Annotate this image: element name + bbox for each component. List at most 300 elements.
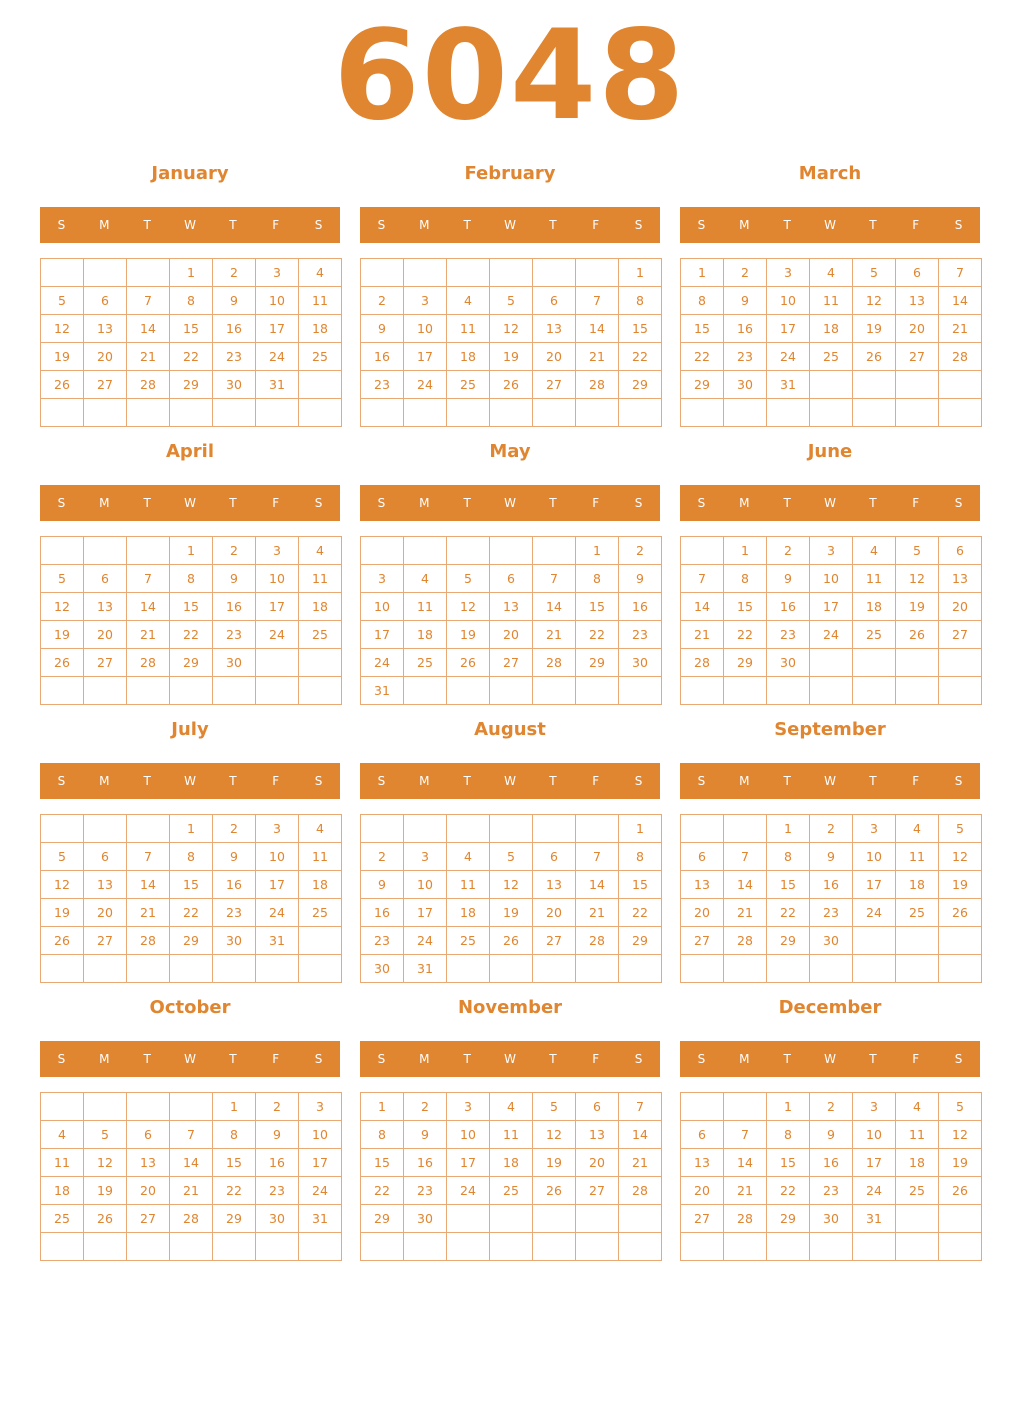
week-row (681, 287, 982, 315)
week-row (41, 315, 342, 343)
day-cell: 17 (853, 1149, 896, 1177)
week-row (361, 815, 662, 843)
week-row (41, 343, 342, 371)
day-cell: 7 (127, 287, 170, 315)
day-cell: 20 (84, 899, 127, 927)
day-cell: 12 (41, 871, 84, 899)
empty-day-cell (853, 399, 896, 427)
weekday-label: S (954, 496, 963, 510)
weekday-header (40, 1041, 340, 1077)
weekday-label: S (697, 1052, 706, 1066)
month-name: August (474, 719, 546, 740)
week-row (361, 871, 662, 899)
weekday-label: T (783, 496, 791, 510)
week-row (681, 1177, 982, 1205)
empty-day-cell (127, 399, 170, 427)
day-cell: 23 (404, 1177, 447, 1205)
day-cell: 7 (619, 1093, 662, 1121)
day-cell: 17 (810, 593, 853, 621)
week-row (681, 927, 982, 955)
weekday-label: M (419, 774, 430, 788)
empty-day-cell (404, 815, 447, 843)
empty-day-cell (299, 955, 342, 983)
day-cell: 13 (939, 565, 982, 593)
weekday-label: S (377, 218, 386, 232)
day-cell: 7 (724, 843, 767, 871)
empty-day-cell (939, 1205, 982, 1233)
weekday-label: M (99, 774, 110, 788)
empty-day-cell (896, 927, 939, 955)
year-title: 6048 (333, 4, 687, 148)
day-cell: 13 (84, 315, 127, 343)
weekday-label: T (229, 774, 237, 788)
day-cell: 14 (127, 871, 170, 899)
empty-day-cell (41, 399, 84, 427)
day-cell: 24 (299, 1177, 342, 1205)
week-row (41, 815, 342, 843)
day-cell: 21 (939, 315, 982, 343)
day-cell: 7 (533, 565, 576, 593)
day-cell: 3 (256, 259, 299, 287)
week-row (681, 955, 982, 983)
weekday-label: F (592, 496, 600, 510)
day-cell: 8 (170, 287, 213, 315)
day-cell: 3 (810, 537, 853, 565)
day-cell: 9 (767, 565, 810, 593)
empty-day-cell (361, 815, 404, 843)
day-cell: 2 (767, 537, 810, 565)
day-cell: 23 (213, 621, 256, 649)
empty-day-cell (490, 815, 533, 843)
weekday-header (680, 1041, 980, 1077)
empty-day-cell (810, 649, 853, 677)
day-cell: 16 (361, 343, 404, 371)
day-cell: 23 (361, 927, 404, 955)
day-cell: 18 (490, 1149, 533, 1177)
day-cell: 26 (853, 343, 896, 371)
weekday-label: T (783, 1052, 791, 1066)
day-cell: 7 (724, 1121, 767, 1149)
day-cell: 8 (170, 565, 213, 593)
empty-day-cell (724, 815, 767, 843)
empty-day-cell (299, 677, 342, 705)
day-cell: 2 (361, 287, 404, 315)
empty-day-cell (299, 371, 342, 399)
day-cell: 5 (853, 259, 896, 287)
day-cell: 20 (576, 1149, 619, 1177)
weekday-label: S (954, 1052, 963, 1066)
empty-day-cell (127, 955, 170, 983)
day-cell: 15 (170, 593, 213, 621)
empty-day-cell (361, 259, 404, 287)
weekday-label: T (549, 1052, 557, 1066)
day-cell: 11 (299, 565, 342, 593)
empty-day-cell (533, 677, 576, 705)
day-cell: 14 (127, 315, 170, 343)
day-cell: 16 (213, 315, 256, 343)
week-row (41, 1233, 342, 1261)
day-cell: 18 (299, 871, 342, 899)
weekday-header (680, 207, 980, 243)
empty-day-cell (896, 677, 939, 705)
empty-day-cell (853, 371, 896, 399)
week-row (41, 955, 342, 983)
month-march (680, 162, 980, 432)
day-cell: 27 (681, 1205, 724, 1233)
weekday-label: T (229, 218, 237, 232)
day-cell: 5 (84, 1121, 127, 1149)
day-cell: 18 (896, 871, 939, 899)
empty-day-cell (447, 537, 490, 565)
week-row (361, 677, 662, 705)
day-cell: 2 (404, 1093, 447, 1121)
weekday-label: F (912, 774, 920, 788)
day-cell: 31 (404, 955, 447, 983)
empty-day-cell (853, 1233, 896, 1261)
day-cell: 31 (767, 371, 810, 399)
day-cell: 30 (810, 1205, 853, 1233)
day-cell: 28 (724, 927, 767, 955)
empty-day-cell (533, 815, 576, 843)
day-cell: 21 (576, 343, 619, 371)
day-cell: 22 (361, 1177, 404, 1205)
day-cell: 4 (853, 537, 896, 565)
week-row (41, 677, 342, 705)
weekday-label: W (824, 218, 836, 232)
weekday-header (360, 485, 660, 521)
month-name: March (798, 163, 862, 184)
week-row (41, 1149, 342, 1177)
day-cell: 6 (681, 1121, 724, 1149)
day-cell: 9 (213, 843, 256, 871)
day-cell: 7 (681, 565, 724, 593)
empty-day-cell (170, 1093, 213, 1121)
empty-day-cell (853, 677, 896, 705)
day-cell: 4 (896, 815, 939, 843)
day-cell: 14 (619, 1121, 662, 1149)
day-cell: 10 (404, 315, 447, 343)
empty-day-cell (404, 259, 447, 287)
weekday-label: S (57, 774, 66, 788)
day-cell: 10 (404, 871, 447, 899)
week-row (681, 899, 982, 927)
day-cell: 21 (724, 899, 767, 927)
day-cell: 5 (896, 537, 939, 565)
day-cell: 28 (619, 1177, 662, 1205)
day-cell: 14 (170, 1149, 213, 1177)
empty-day-cell (447, 955, 490, 983)
day-cell: 31 (361, 677, 404, 705)
empty-day-cell (361, 537, 404, 565)
empty-day-cell (810, 371, 853, 399)
day-cell: 24 (256, 343, 299, 371)
week-row (681, 343, 982, 371)
empty-day-cell (170, 677, 213, 705)
week-row (41, 593, 342, 621)
weekday-label: W (824, 774, 836, 788)
day-cell: 19 (939, 1149, 982, 1177)
day-cell: 10 (256, 287, 299, 315)
week-row (361, 259, 662, 287)
day-cell: 16 (256, 1149, 299, 1177)
empty-day-cell (490, 1205, 533, 1233)
weekday-label: T (143, 496, 151, 510)
day-cell: 12 (41, 315, 84, 343)
month-june (680, 440, 980, 710)
weekday-label: S (634, 496, 643, 510)
day-cell: 29 (170, 371, 213, 399)
empty-day-cell (84, 677, 127, 705)
empty-day-cell (896, 399, 939, 427)
empty-day-cell (170, 399, 213, 427)
day-cell: 16 (724, 315, 767, 343)
day-cell: 3 (299, 1093, 342, 1121)
empty-day-cell (447, 1205, 490, 1233)
day-cell: 2 (810, 815, 853, 843)
day-cell: 2 (619, 537, 662, 565)
day-cell: 21 (170, 1177, 213, 1205)
day-cell: 12 (939, 843, 982, 871)
day-grid (360, 536, 662, 705)
day-cell: 17 (404, 899, 447, 927)
day-cell: 10 (447, 1121, 490, 1149)
day-cell: 23 (810, 1177, 853, 1205)
day-cell: 8 (681, 287, 724, 315)
month-august (360, 718, 660, 988)
weekday-label: F (912, 496, 920, 510)
day-cell: 26 (533, 1177, 576, 1205)
weekday-label: W (504, 774, 516, 788)
day-cell: 28 (127, 371, 170, 399)
week-row (361, 371, 662, 399)
empty-day-cell (939, 955, 982, 983)
week-row (41, 843, 342, 871)
week-row (41, 259, 342, 287)
day-cell: 27 (127, 1205, 170, 1233)
empty-day-cell (939, 399, 982, 427)
weekday-header (360, 207, 660, 243)
empty-day-cell (896, 1205, 939, 1233)
day-cell: 4 (299, 259, 342, 287)
day-cell: 20 (533, 343, 576, 371)
day-cell: 30 (213, 649, 256, 677)
day-cell: 29 (724, 649, 767, 677)
day-cell: 27 (84, 649, 127, 677)
day-cell: 13 (533, 871, 576, 899)
day-cell: 30 (361, 955, 404, 983)
week-row (681, 315, 982, 343)
weekday-label: S (57, 496, 66, 510)
day-cell: 10 (853, 843, 896, 871)
month-name: February (464, 163, 556, 184)
day-cell: 23 (213, 343, 256, 371)
month-october (40, 996, 340, 1266)
week-row (361, 343, 662, 371)
weekday-label: T (549, 774, 557, 788)
day-cell: 9 (810, 843, 853, 871)
week-row (361, 1233, 662, 1261)
day-cell: 29 (170, 649, 213, 677)
day-cell: 6 (533, 287, 576, 315)
day-cell: 23 (361, 371, 404, 399)
day-cell: 4 (299, 815, 342, 843)
day-cell: 11 (447, 871, 490, 899)
day-cell: 27 (896, 343, 939, 371)
month-name: July (171, 719, 209, 740)
day-cell: 23 (213, 899, 256, 927)
day-cell: 26 (896, 621, 939, 649)
day-cell: 13 (896, 287, 939, 315)
day-cell: 1 (767, 1093, 810, 1121)
weekday-label: T (143, 1052, 151, 1066)
day-cell: 21 (576, 899, 619, 927)
day-cell: 28 (939, 343, 982, 371)
day-cell: 5 (447, 565, 490, 593)
day-cell: 21 (619, 1149, 662, 1177)
day-cell: 19 (896, 593, 939, 621)
day-cell: 12 (447, 593, 490, 621)
month-february (360, 162, 660, 432)
day-cell: 4 (490, 1093, 533, 1121)
empty-day-cell (41, 537, 84, 565)
day-cell: 9 (361, 315, 404, 343)
day-cell: 18 (810, 315, 853, 343)
empty-day-cell (724, 955, 767, 983)
empty-day-cell (939, 649, 982, 677)
day-cell: 16 (767, 593, 810, 621)
day-cell: 22 (767, 1177, 810, 1205)
empty-day-cell (533, 955, 576, 983)
empty-day-cell (447, 677, 490, 705)
day-cell: 15 (619, 315, 662, 343)
day-grid (680, 536, 982, 705)
empty-day-cell (404, 677, 447, 705)
day-cell: 8 (767, 1121, 810, 1149)
weekday-label: S (697, 774, 706, 788)
day-cell: 2 (810, 1093, 853, 1121)
empty-day-cell (41, 677, 84, 705)
empty-day-cell (256, 399, 299, 427)
empty-day-cell (84, 1093, 127, 1121)
empty-day-cell (939, 927, 982, 955)
empty-day-cell (724, 1233, 767, 1261)
day-cell: 14 (127, 593, 170, 621)
day-cell: 8 (361, 1121, 404, 1149)
empty-day-cell (490, 677, 533, 705)
empty-day-cell (490, 1233, 533, 1261)
week-row (681, 843, 982, 871)
empty-day-cell (84, 399, 127, 427)
day-cell: 15 (170, 315, 213, 343)
day-cell: 3 (447, 1093, 490, 1121)
week-row (361, 287, 662, 315)
empty-day-cell (404, 537, 447, 565)
empty-day-cell (619, 399, 662, 427)
day-cell: 3 (767, 259, 810, 287)
day-cell: 15 (170, 871, 213, 899)
weekday-label: W (184, 218, 196, 232)
day-cell: 21 (127, 621, 170, 649)
day-cell: 25 (299, 343, 342, 371)
week-row (681, 537, 982, 565)
day-cell: 30 (767, 649, 810, 677)
weekday-label: T (229, 1052, 237, 1066)
empty-day-cell (41, 1233, 84, 1261)
week-row (361, 955, 662, 983)
day-cell: 14 (724, 871, 767, 899)
weekday-label: F (272, 218, 280, 232)
empty-day-cell (533, 1205, 576, 1233)
day-cell: 24 (853, 1177, 896, 1205)
day-cell: 8 (724, 565, 767, 593)
day-cell: 19 (41, 621, 84, 649)
day-cell: 30 (256, 1205, 299, 1233)
weekday-label: T (549, 218, 557, 232)
day-cell: 16 (213, 871, 256, 899)
empty-day-cell (724, 399, 767, 427)
weekday-label: S (634, 1052, 643, 1066)
empty-day-cell (299, 927, 342, 955)
day-cell: 6 (490, 565, 533, 593)
day-grid (360, 258, 662, 427)
day-cell: 28 (681, 649, 724, 677)
day-cell: 26 (939, 1177, 982, 1205)
month-november (360, 996, 660, 1266)
day-cell: 26 (41, 371, 84, 399)
day-cell: 23 (619, 621, 662, 649)
day-cell: 3 (404, 843, 447, 871)
weekday-label: T (783, 218, 791, 232)
week-row (681, 649, 982, 677)
empty-day-cell (724, 677, 767, 705)
day-cell: 3 (853, 1093, 896, 1121)
day-cell: 18 (404, 621, 447, 649)
day-cell: 27 (576, 1177, 619, 1205)
day-cell: 1 (170, 259, 213, 287)
month-may (360, 440, 660, 710)
day-cell: 21 (724, 1177, 767, 1205)
day-cell: 9 (724, 287, 767, 315)
week-row (41, 899, 342, 927)
empty-day-cell (810, 955, 853, 983)
day-cell: 1 (170, 537, 213, 565)
empty-day-cell (576, 815, 619, 843)
weekday-label: T (463, 218, 471, 232)
week-row (681, 1205, 982, 1233)
day-cell: 26 (939, 899, 982, 927)
week-row (361, 1093, 662, 1121)
empty-day-cell (810, 399, 853, 427)
week-row (361, 621, 662, 649)
empty-day-cell (447, 1233, 490, 1261)
day-cell: 24 (404, 371, 447, 399)
day-cell: 17 (256, 315, 299, 343)
empty-day-cell (896, 1233, 939, 1261)
week-row (41, 1093, 342, 1121)
empty-day-cell (767, 399, 810, 427)
week-row (681, 1121, 982, 1149)
day-cell: 15 (213, 1149, 256, 1177)
day-cell: 16 (810, 1149, 853, 1177)
weekday-label: T (783, 774, 791, 788)
day-cell: 10 (256, 843, 299, 871)
day-cell: 13 (681, 871, 724, 899)
empty-day-cell (299, 399, 342, 427)
day-cell: 3 (404, 287, 447, 315)
week-row (681, 565, 982, 593)
weekday-label: M (739, 774, 750, 788)
day-cell: 18 (299, 593, 342, 621)
